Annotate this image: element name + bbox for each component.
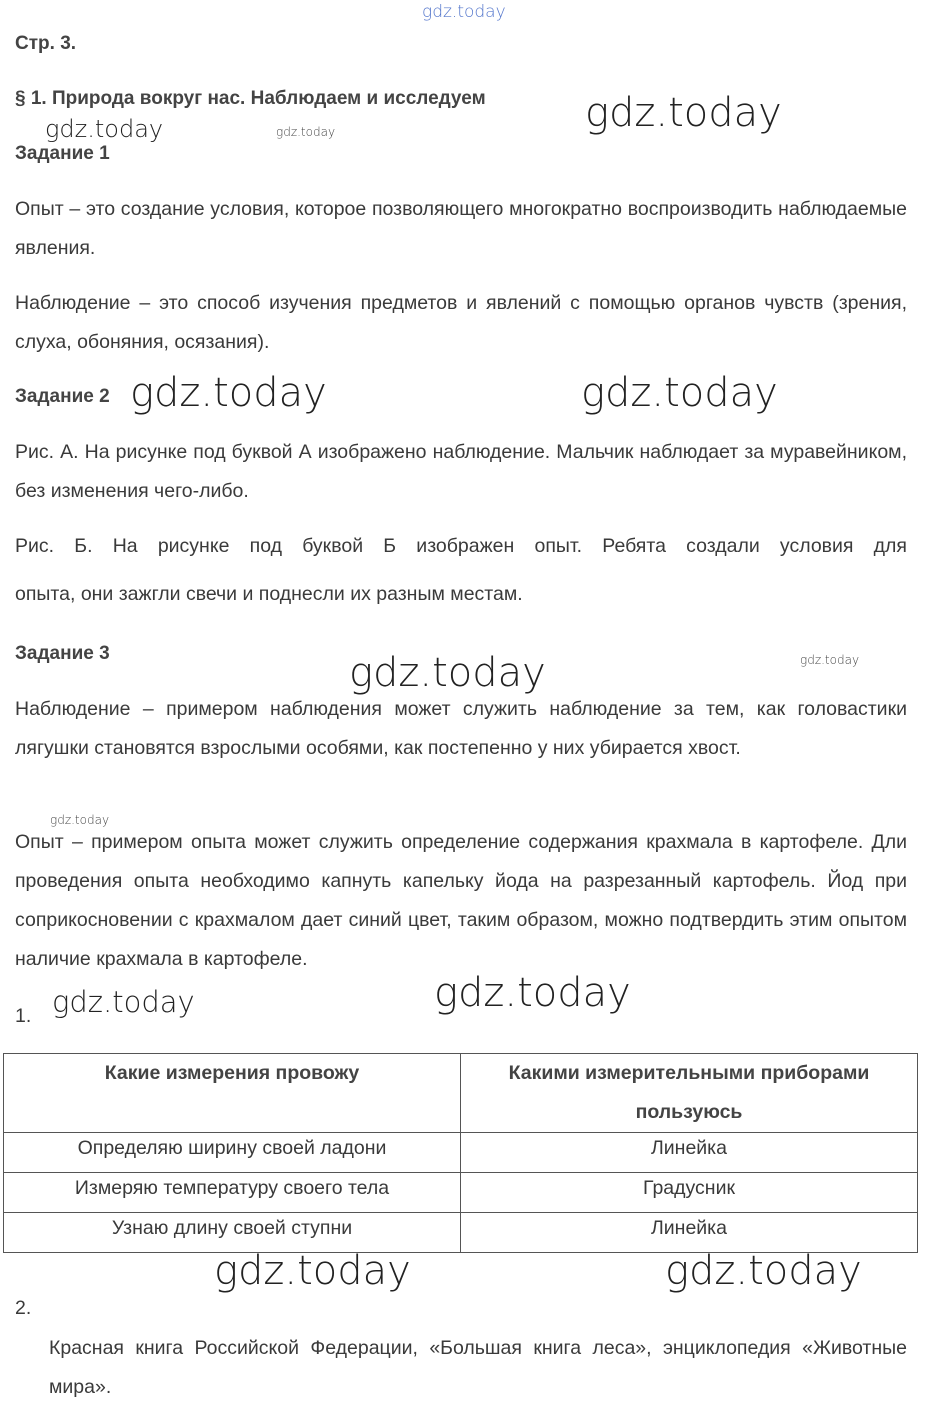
table-cell-instrument: Линейка (461, 1213, 918, 1253)
table-header-row (4, 1054, 918, 1133)
task2-paragraph-a: Рис. А. На рисунке под буквой А изображено наблюдение. Мальчик наблюдает за муравейником, без изменения чего-либо. (15, 441, 907, 502)
table-cell-measurement: Узнаю длину своей ступни (4, 1213, 461, 1253)
measurements-table (3, 1053, 918, 1253)
watermark: gdz.today (45, 115, 164, 143)
task1-paragraph-experiment: Опыт – это создание условия, которое позволяющего многократно воспроизводить наблюдаемые явления. (15, 198, 907, 259)
watermark: gdz.today (276, 125, 336, 139)
task2-paragraph-b-line1: Рис. Б. На рисунке под буквой Б изображен опыт. Ребята создали условия для (15, 535, 907, 557)
table-header-measurement: Какие измерения провожу (4, 1054, 461, 1133)
watermark: gdz.today (349, 650, 546, 696)
item2-label: 2. (15, 1297, 32, 1319)
task1-paragraph-observation: Наблюдение – это способ изучения предметов и явлений с помощью органов чувств (зрения, слуха, обоняния, осязания). (15, 292, 907, 353)
watermark-top: gdz.today (422, 2, 506, 22)
table-cell-instrument: Линейка (461, 1133, 918, 1173)
watermark: gdz.today (50, 813, 110, 827)
item2-text: Красная книга Российской Федерации, «Большая книга леса», энциклопедия «Животные мира». (49, 1337, 907, 1398)
table-header-instrument: Какими измерительными приборами пользуюсь (461, 1054, 918, 1133)
watermark: gdz.today (52, 985, 195, 1019)
table-cell-measurement: Измеряю температуру своего тела (4, 1173, 461, 1213)
section-title: § 1. Природа вокруг нас. Наблюдаем и исследуем (15, 88, 486, 109)
table-row (4, 1213, 918, 1253)
watermark: gdz.today (800, 653, 860, 667)
page-label: Стр. 3. (15, 33, 77, 54)
table-cell-instrument: Градусник (461, 1173, 918, 1213)
task1-heading: Задание 1 (15, 143, 110, 164)
item1-label: 1. (15, 1005, 32, 1027)
watermark: gdz.today (214, 1248, 411, 1294)
watermark: gdz.today (434, 970, 631, 1016)
watermark: gdz.today (585, 90, 782, 136)
watermark: gdz.today (581, 370, 778, 416)
task3-paragraph-experiment: Опыт – примером опыта может служить определение содержания крахмала в картофеле. Дли проведения опыта необходимо капнуть капельку йода на разрезанный картофель. Йод при соприкосновении с крахмалом дает синий цвет, таким образом, можно подтвердить этим опытом наличие крахмала в картофеле. (15, 831, 907, 970)
watermark: gdz.today (665, 1248, 862, 1294)
task3-paragraph-observation: Наблюдение – примером наблюдения может служить наблюдение за тем, как головастики лягушки становятся взрослыми особями, как постепенно у них убирается хвост. (15, 698, 907, 759)
task3-heading: Задание 3 (15, 643, 110, 664)
watermark: gdz.today (130, 370, 327, 416)
table-row (4, 1133, 918, 1173)
table-cell-measurement: Определяю ширину своей ладони (4, 1133, 461, 1173)
task2-paragraph-b-line2: опыта, они зажгли свечи и поднесли их разным местам. (15, 583, 523, 605)
task2-heading: Задание 2 (15, 386, 110, 407)
table-row (4, 1173, 918, 1213)
